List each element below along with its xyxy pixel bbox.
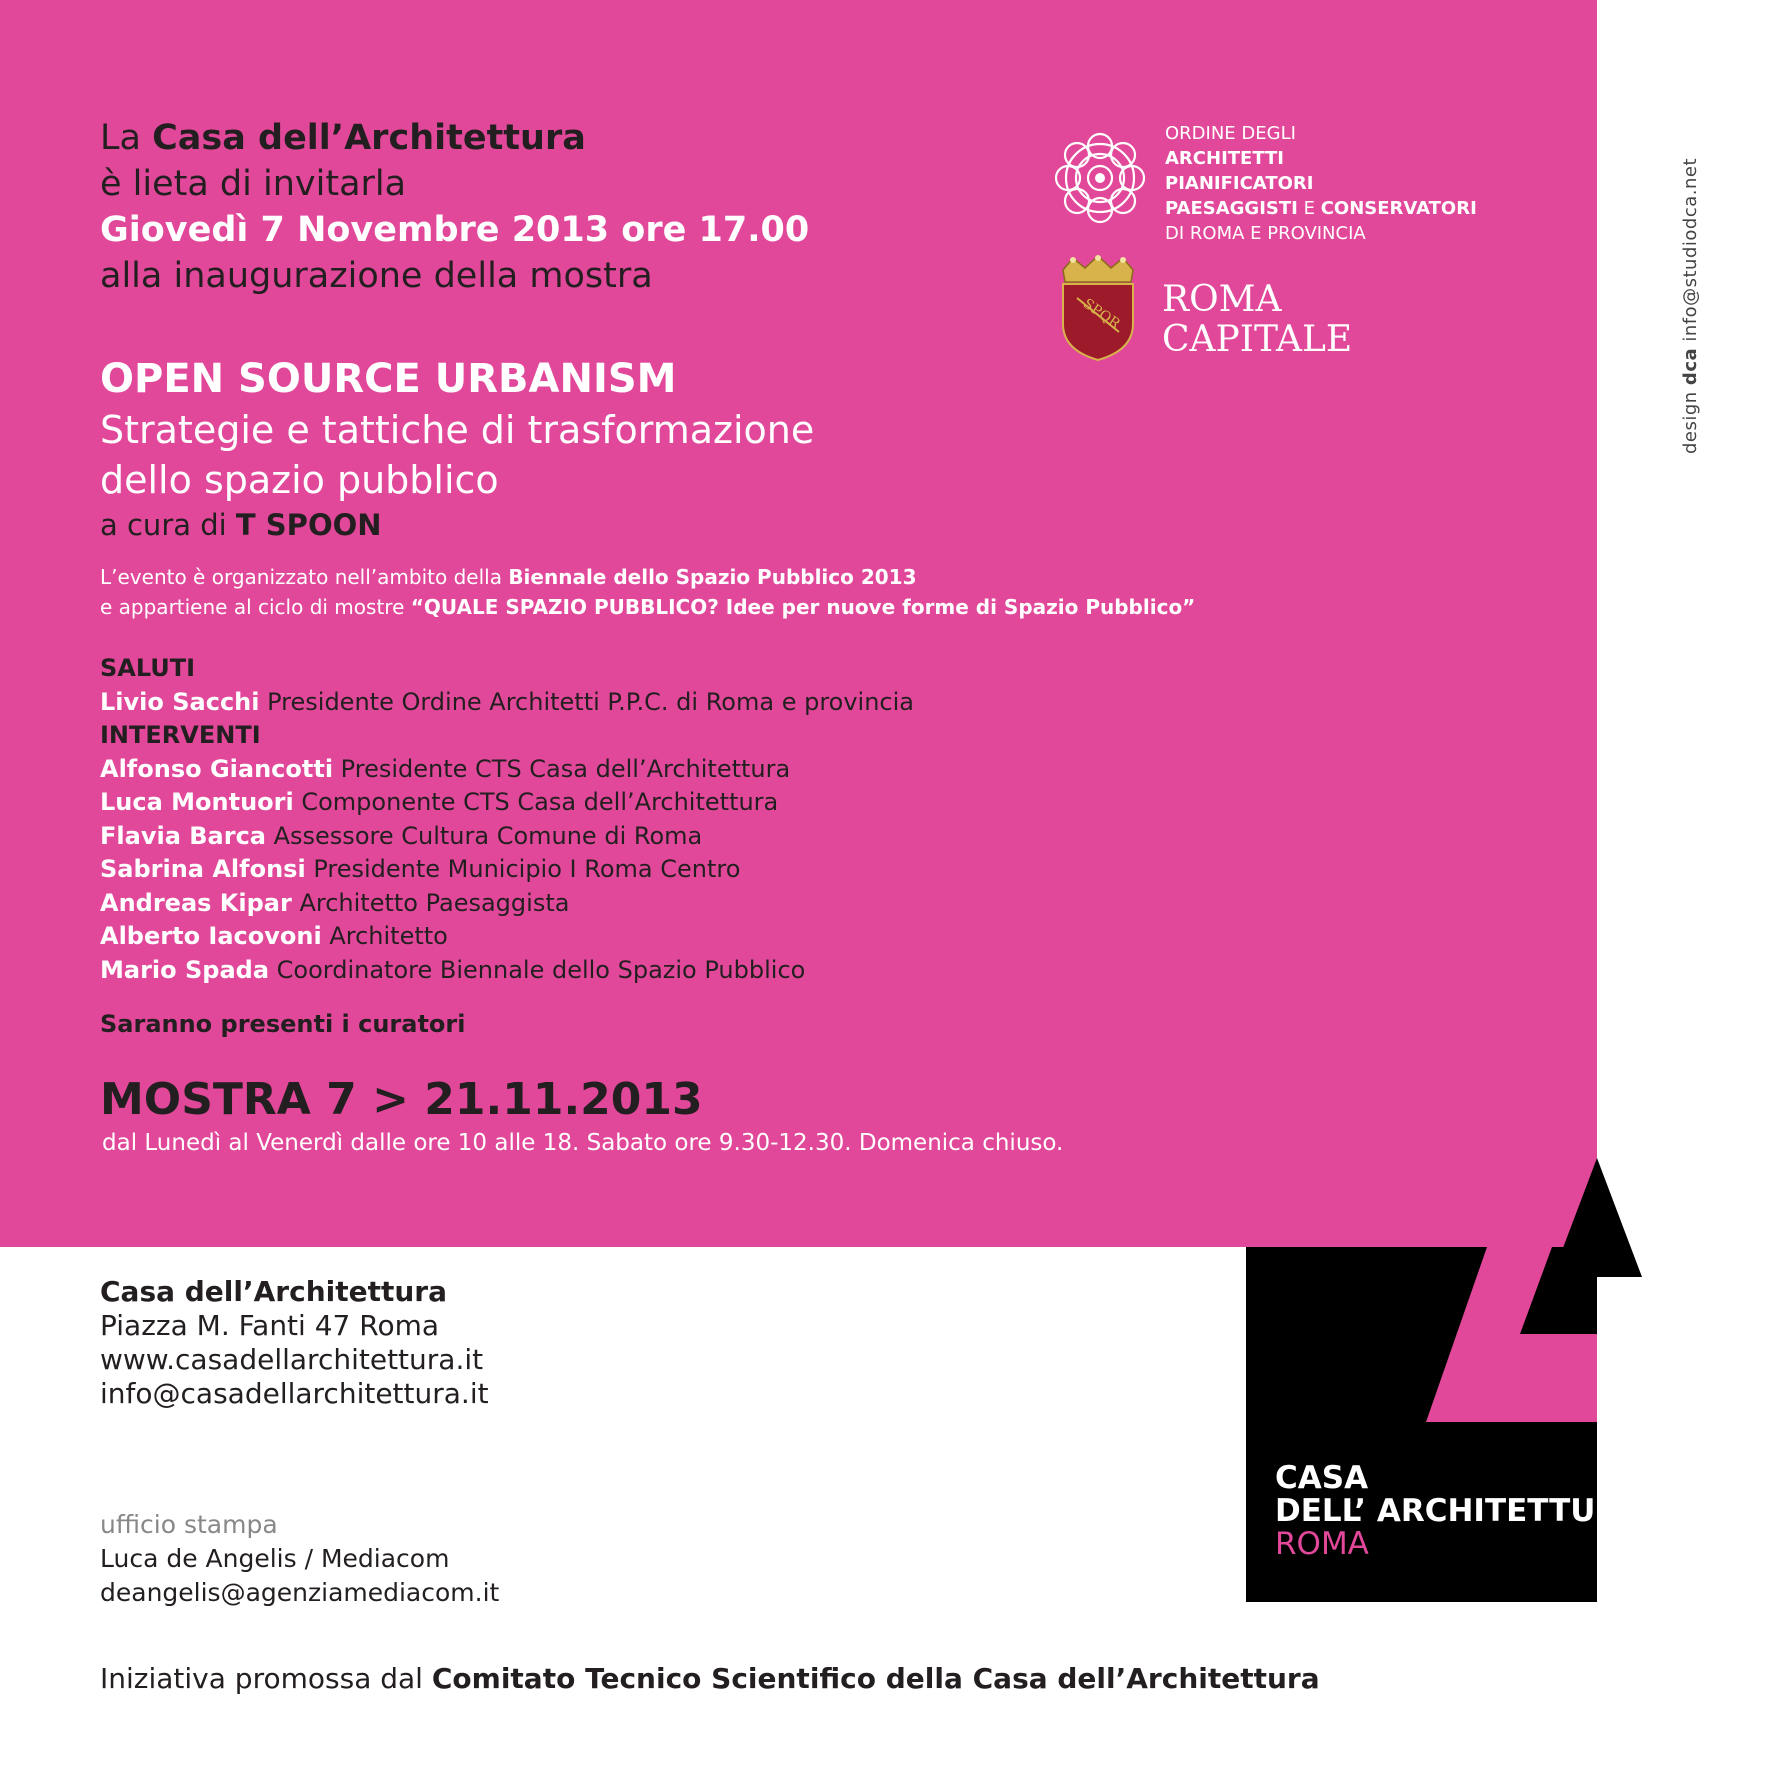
svg-text:SPQR: SPQR xyxy=(1079,295,1123,333)
exhibition-subtitle-line-1: Strategie e tattiche di trasformazione xyxy=(100,408,815,452)
curator-name: T SPOON xyxy=(235,508,382,542)
venue-email-link[interactable]: info@casadellarchitettura.it xyxy=(100,1377,489,1410)
invitation-line-4: alla inaugurazione della mostra xyxy=(100,256,653,296)
venue-street: Piazza M. Fanti 47 Roma xyxy=(100,1309,440,1342)
press-email-link[interactable]: deangelis@agenziamediacom.it xyxy=(100,1578,500,1607)
roma-capitale-text: ROMA CAPITALE xyxy=(1162,279,1353,360)
list-item: Alfonso Giancotti Presidente CTS Casa dell’Architettura xyxy=(100,754,791,783)
event-note-line-2: e appartiene al ciclo di mostre “QUALE SPAZIO PUBBLICO? Idee per nuove forme di Spazio Pubblico” xyxy=(100,595,1196,619)
list-item: Alberto Iacovoni Architetto xyxy=(100,922,448,950)
event-date: Giovedì 7 Novembre 2013 ore 17.00 xyxy=(100,210,810,250)
ordine-logo-text: ORDINE DEGLI ARCHITETTI PIANIFICATORI PAESAGGISTI E CONSERVATORI DI ROMA E PROVINCIA xyxy=(1165,123,1477,244)
curatori-note: Saranno presenti i curatori xyxy=(100,1010,466,1038)
exhibition-subtitle-line-2: dello spazio pubblico xyxy=(100,458,499,502)
list-item: Sabrina Alfonsi Presidente Municipio I Roma Centro xyxy=(100,855,741,883)
exhibition-title-block xyxy=(100,353,814,545)
venue-name: Casa dell’Architettura xyxy=(100,1275,448,1308)
ordine-emblem-icon xyxy=(1054,126,1146,236)
press-contact: Luca de Angelis / Mediacom xyxy=(100,1544,450,1573)
mostra-dates: MOSTRA 7 > 21.11.2013 xyxy=(100,1074,703,1125)
casa-logo-text: CASA DELL’ ARCHITETTURA ROMA xyxy=(1275,1460,1644,1562)
press-office-block xyxy=(100,1508,499,1610)
interventi-heading: INTERVENTI xyxy=(100,721,261,749)
design-credit: design dca info@studiodca.net xyxy=(1680,157,1701,454)
invitation-line-1: La Casa dell’Architettura xyxy=(100,118,586,158)
invitation-block xyxy=(100,115,809,299)
list-item: Flavia Barca Assessore Cultura Comune di Roma xyxy=(100,821,703,850)
address-block xyxy=(100,1275,489,1411)
event-note xyxy=(100,562,1195,622)
invitation-line-2: è lieta di invitarla xyxy=(100,164,407,204)
venue-website-link[interactable]: www.casadellarchitettura.it xyxy=(100,1343,484,1376)
exhibition-title: OPEN SOURCE URBANISM xyxy=(100,356,677,402)
program-list xyxy=(100,652,914,987)
roma-crest-icon xyxy=(1057,254,1139,362)
list-item: Mario Spada Coordinatore Biennale dello Spazio Pubblico xyxy=(100,955,806,984)
press-office-label: ufficio stampa xyxy=(100,1510,278,1539)
saluti-heading: SALUTI xyxy=(100,654,196,682)
promo-line: Iniziativa promossa dal Comitato Tecnico Scientifico della Casa dell’Architettura xyxy=(100,1662,1320,1695)
list-item: Livio Sacchi Presidente Ordine Architetti P.P.C. di Roma e provincia xyxy=(100,687,914,716)
curator-line: a cura di T SPOON xyxy=(100,508,382,542)
list-item: Andreas Kipar Architetto Paesaggista xyxy=(100,888,570,917)
event-note-line-1: L’evento è organizzato nell’ambito della Biennale dello Spazio Pubblico 2013 xyxy=(100,565,917,589)
host-name: Casa dell’Architettura xyxy=(152,118,586,158)
list-item: Luca Montuori Componente CTS Casa dell’Architettura xyxy=(100,788,779,816)
opening-hours: dal Lunedì al Venerdì dalle ore 10 alle 18. Sabato ore 9.30-12.30. Domenica chiuso. xyxy=(102,1130,1064,1156)
